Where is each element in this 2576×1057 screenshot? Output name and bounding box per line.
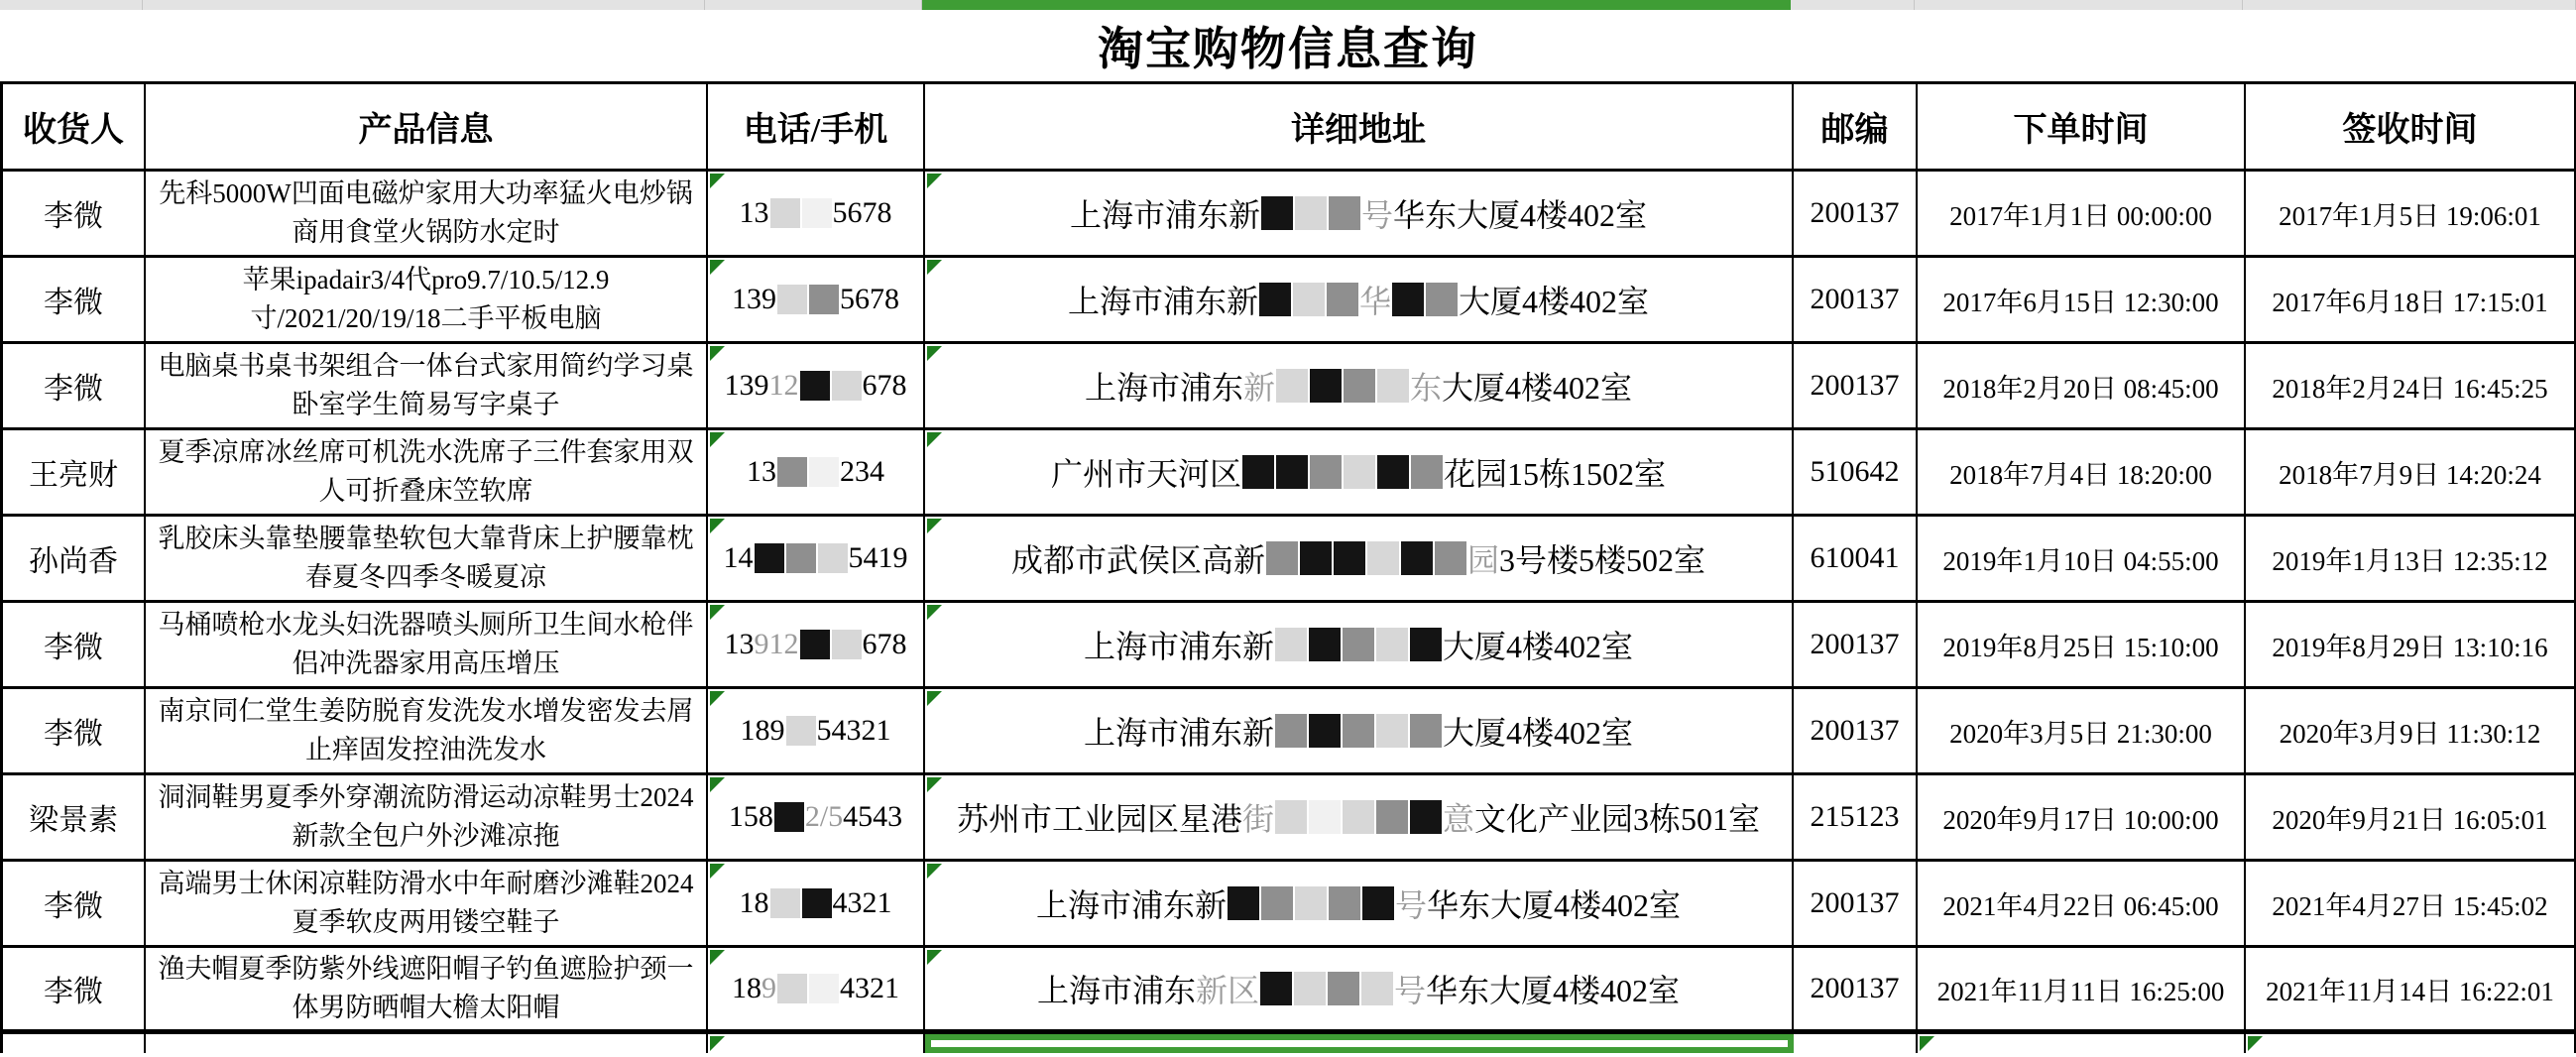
error-triangle-icon (927, 519, 942, 533)
redaction-box (1327, 283, 1358, 316)
cell-text: 18 (739, 886, 769, 919)
redaction-box (1361, 972, 1393, 1005)
table-row (3, 862, 2576, 948)
redaction-box (809, 457, 839, 487)
cell-next-product[interactable] (146, 1034, 708, 1053)
faint-text: 9 (761, 972, 776, 1004)
cell-text: 18 (732, 972, 761, 1004)
redaction-box (800, 630, 830, 659)
cell-text: 大厦4楼402室 (1443, 715, 1634, 751)
cell-zip[interactable]: 215123 (1794, 775, 1918, 859)
error-triangle-icon (927, 950, 942, 965)
redaction-box (1343, 714, 1374, 748)
redaction-box (1344, 455, 1375, 489)
error-triangle-icon (710, 432, 725, 447)
faint-text: 华 (1358, 284, 1391, 319)
cell-text: 上海市浦东新 (1035, 887, 1227, 923)
cell-order-time[interactable]: 2020年3月5日 21:30:00 (1918, 689, 2246, 772)
faint-text: 12 (768, 369, 799, 402)
cell-text: 5678 (832, 196, 892, 229)
cell-recipient[interactable]: 李微 (3, 862, 146, 945)
cell-product[interactable]: 乳胶床头靠垫腰靠垫软包大靠背床上护腰靠枕春夏冬四季冬暖夏凉 (146, 517, 708, 600)
cell-phone[interactable] (708, 862, 925, 945)
cell-address[interactable] (925, 775, 1794, 859)
faint-text: 园 (1466, 542, 1499, 578)
column-header-address[interactable]: 详细地址 (925, 84, 1794, 169)
cell-text: 139 (724, 369, 769, 402)
cell-address[interactable] (925, 172, 1794, 255)
cell-recipient[interactable]: 李微 (3, 948, 146, 1029)
redaction-box (800, 371, 830, 401)
faint-text: 号 (1394, 887, 1427, 923)
cell-sign-time[interactable]: 2017年1月5日 19:06:01 (2246, 172, 2576, 255)
redaction-box (1295, 886, 1327, 920)
redaction-box (1294, 972, 1326, 1005)
cell-text: 54321 (816, 714, 891, 747)
error-triangle-icon (927, 691, 942, 706)
cell-next-zip[interactable] (1794, 1034, 1918, 1053)
cell-product[interactable]: 洞洞鞋男夏季外穿潮流防滑运动凉鞋男士2024新款全包户外沙滩凉拖 (146, 775, 708, 859)
cell-sign-time[interactable]: 2017年6月18日 17:15:01 (2246, 258, 2576, 341)
cell-phone[interactable] (708, 517, 925, 600)
table-body (3, 172, 2576, 1034)
cell-text: 4543 (843, 800, 903, 833)
strip-segment-address (922, 0, 1791, 10)
cell-address[interactable] (925, 603, 1794, 686)
table-row (3, 258, 2576, 344)
redaction-box (777, 974, 807, 1003)
cell-zip[interactable]: 200137 (1794, 172, 1918, 255)
redaction-box (1362, 886, 1394, 920)
redaction-box (1276, 455, 1308, 489)
cell-text: 文化产业园3栋501室 (1474, 801, 1761, 837)
cell-text: 189 (740, 714, 785, 747)
cell-zip[interactable]: 200137 (1794, 689, 1918, 772)
faint-text: 街 (1241, 801, 1274, 837)
cell-text: 花园15栋1502室 (1444, 456, 1667, 492)
cell-text: 华东大厦4楼402室 (1393, 197, 1648, 233)
table-row (3, 172, 2576, 258)
cell-zip[interactable]: 200137 (1794, 344, 1918, 427)
faint-text: 意 (1443, 801, 1475, 837)
error-triangle-icon (710, 346, 725, 361)
cell-order-time[interactable]: 2018年2月20日 08:45:00 (1918, 344, 2246, 427)
redaction-box (770, 888, 800, 918)
cell-zip[interactable]: 200137 (1794, 948, 1918, 1029)
cell-sign-time[interactable]: 2018年7月9日 14:20:24 (2246, 430, 2576, 514)
table-row (3, 517, 2576, 603)
faint-text: 号 (1394, 973, 1427, 1008)
error-triangle-icon (710, 1036, 725, 1051)
cell-text: 5419 (848, 541, 908, 574)
cell-text: 234 (840, 455, 884, 488)
cell-zip[interactable]: 610041 (1794, 517, 1918, 600)
cell-text: 13 (747, 455, 776, 488)
redaction-box (777, 457, 807, 487)
cell-recipient[interactable]: 梁景素 (3, 775, 146, 859)
redaction-box (1329, 196, 1360, 230)
redaction-box (1343, 628, 1374, 661)
cell-text: 大厦4楼402室 (1443, 629, 1634, 664)
redaction-box (1260, 972, 1292, 1005)
partial-next-row (3, 1034, 2576, 1053)
cell-text: 上海市浦东新 (1067, 284, 1258, 319)
cell-phone[interactable] (708, 775, 925, 859)
cell-text: 苏州市工业园区星港 (956, 801, 1242, 837)
cell-text: 678 (862, 628, 907, 660)
error-triangle-icon (927, 432, 942, 447)
redaction-box (1411, 455, 1443, 489)
error-triangle-icon (710, 950, 725, 965)
cell-address[interactable] (925, 948, 1794, 1029)
table-row (3, 775, 2576, 862)
strip-segment-sign_time (2243, 0, 2576, 10)
cell-text: 5678 (840, 283, 899, 315)
redaction-box (1310, 369, 1342, 403)
cell-zip[interactable]: 200137 (1794, 258, 1918, 341)
cell-sign-time[interactable]: 2021年11月14日 16:22:01 (2246, 948, 2576, 1029)
redaction-box (802, 198, 832, 228)
cell-phone[interactable] (708, 172, 925, 255)
cell-next-sign_time[interactable] (2246, 1034, 2576, 1053)
cell-zip[interactable]: 510642 (1794, 430, 1918, 514)
redaction-box (809, 285, 839, 314)
error-triangle-icon (710, 519, 725, 533)
cell-sign-time[interactable]: 2019年8月29日 13:10:16 (2246, 603, 2576, 686)
cell-text: 上海市浦东新 (1083, 629, 1274, 664)
cell-sign-time[interactable]: 2018年2月24日 16:45:25 (2246, 344, 2576, 427)
redaction-box (1334, 541, 1365, 575)
redaction-box (1275, 628, 1307, 661)
cell-text: 3号楼5楼502室 (1499, 542, 1706, 578)
table-row (3, 430, 2576, 517)
table-row (3, 689, 2576, 775)
cell-text: 上海市浦东 (1084, 370, 1243, 406)
cell-address[interactable] (925, 344, 1794, 427)
redaction-box (818, 543, 848, 573)
error-triangle-icon (927, 260, 942, 275)
cell-text: 13 (724, 628, 755, 660)
cell-product[interactable]: 南京同仁堂生姜防脱育发洗发水增发密发去屑止痒固发控油洗发水 (146, 689, 708, 772)
cell-text: 13 (739, 196, 769, 229)
cell-text: 大厦4楼402室 (1442, 370, 1633, 406)
error-triangle-icon (927, 605, 942, 620)
cell-next-phone[interactable] (708, 1034, 925, 1053)
cell-product[interactable]: 先科5000W凹面电磁炉家用大功率猛火电炒锅商用食堂火锅防水定时 (146, 172, 708, 255)
redaction-box (1376, 714, 1408, 748)
redaction-box (1276, 369, 1308, 403)
table-row (3, 948, 2576, 1034)
strip-segment-order_time (1915, 0, 2243, 10)
cell-phone[interactable] (708, 948, 925, 1029)
redaction-box (1310, 455, 1342, 489)
error-triangle-icon (927, 777, 942, 792)
cell-text: 华东大厦4楼402室 (1427, 887, 1682, 923)
table-row (3, 344, 2576, 430)
redaction-box (832, 371, 862, 401)
redaction-box (1242, 455, 1274, 489)
cell-order-time[interactable]: 2018年7月4日 18:20:00 (1918, 430, 2246, 514)
cell-order-time[interactable]: 2019年1月10日 04:55:00 (1918, 517, 2246, 600)
table-row (3, 603, 2576, 689)
cell-text: 上海市浦东新 (1069, 197, 1260, 233)
redaction-box (1328, 972, 1359, 1005)
column-header-product[interactable]: 产品信息 (146, 84, 708, 169)
table-header-row (3, 84, 2576, 172)
redaction-box (1266, 541, 1298, 575)
cell-phone[interactable] (708, 344, 925, 427)
cell-recipient[interactable]: 李微 (3, 172, 146, 255)
error-triangle-icon (927, 346, 942, 361)
cell-phone[interactable] (708, 430, 925, 514)
column-header-zip[interactable]: 邮编 (1794, 84, 1918, 169)
cell-order-time[interactable]: 2020年9月17日 10:00:00 (1918, 775, 2246, 859)
redaction-box (770, 198, 800, 228)
clipped-row-above (0, 0, 2576, 10)
redaction-box (1426, 283, 1458, 316)
page-title: 淘宝购物信息查询 (1098, 24, 1478, 74)
redaction-box (1401, 541, 1433, 575)
redaction-box (1410, 714, 1442, 748)
cell-text: 4321 (832, 886, 892, 919)
cell-order-time[interactable]: 2017年1月1日 00:00:00 (1918, 172, 2246, 255)
faint-text: 新区 (1195, 973, 1259, 1008)
cell-product[interactable]: 夏季凉席冰丝席可机洗水洗席子三件套家用双人可折叠床笠软席 (146, 430, 708, 514)
redaction-box (786, 716, 816, 746)
redaction-box (1261, 196, 1293, 230)
redaction-box (1309, 714, 1341, 748)
cell-text: 华东大厦4楼402室 (1426, 973, 1681, 1008)
redaction-box (1300, 541, 1332, 575)
cell-product[interactable]: 高端男士休闲凉鞋防滑水中年耐磨沙滩鞋2024夏季软皮两用镂空鞋子 (146, 862, 708, 945)
strip-segment-product (143, 0, 705, 10)
title-bar (0, 10, 2576, 81)
error-triangle-icon (710, 777, 725, 792)
cell-text: 14 (723, 541, 754, 574)
column-header-sign-time[interactable]: 签收时间 (2246, 84, 2576, 169)
redaction-box (802, 888, 832, 918)
redaction-box (832, 630, 862, 659)
cell-text: 139 (732, 283, 776, 315)
redaction-box (1329, 886, 1360, 920)
redaction-box (786, 543, 816, 573)
redaction-box (1376, 800, 1408, 834)
cell-text: 158 (728, 800, 773, 833)
cell-product[interactable]: 渔夫帽夏季防紫外线遮阳帽子钓鱼遮脸护颈一体男防晒帽大檐太阳帽 (146, 948, 708, 1029)
column-header-order-time[interactable]: 下单时间 (1918, 84, 2246, 169)
error-triangle-icon (710, 864, 725, 879)
cell-text: 678 (862, 369, 907, 402)
cell-text: 4321 (840, 972, 899, 1004)
cell-recipient[interactable]: 李微 (3, 689, 146, 772)
redaction-box (1259, 283, 1291, 316)
error-triangle-icon (710, 260, 725, 275)
cell-product[interactable]: 马桶喷枪水龙头妇洗器喷头厕所卫生间水枪伴侣冲洗器家用高压增压 (146, 603, 708, 686)
redaction-box (1377, 455, 1409, 489)
error-triangle-icon (2248, 1036, 2263, 1051)
redaction-box (774, 802, 804, 832)
redaction-box (1228, 886, 1259, 920)
column-header-phone[interactable]: 电话/手机 (708, 84, 925, 169)
error-triangle-icon (927, 864, 942, 879)
redaction-box (1392, 283, 1424, 316)
strip-segment-zip (1791, 0, 1915, 10)
faint-text: 号 (1360, 197, 1393, 233)
error-triangle-icon (710, 605, 725, 620)
redaction-box (1410, 628, 1442, 661)
redaction-box (1367, 541, 1399, 575)
cell-next-order_time[interactable] (1918, 1034, 2246, 1053)
cell-phone[interactable] (708, 689, 925, 772)
redaction-box (777, 285, 807, 314)
cell-sign-time[interactable]: 2020年9月21日 16:05:01 (2246, 775, 2576, 859)
cell-next-recipient[interactable] (3, 1034, 146, 1053)
faint-text: 912 (754, 628, 799, 660)
cell-zip[interactable]: 200137 (1794, 862, 1918, 945)
cell-text: 上海市浦东 (1036, 973, 1196, 1008)
strip-segment-recipient (0, 0, 143, 10)
cell-sign-time[interactable]: 2020年3月9日 11:30:12 (2246, 689, 2576, 772)
cell-sign-time[interactable]: 2021年4月27日 15:45:02 (2246, 862, 2576, 945)
redaction-box (1295, 196, 1327, 230)
cell-address[interactable] (925, 258, 1794, 341)
redaction-box (1293, 283, 1325, 316)
redaction-box (1309, 628, 1341, 661)
error-triangle-icon (710, 174, 725, 188)
faint-text: 新 (1242, 370, 1275, 406)
faint-text: 2/5 (804, 800, 844, 833)
cell-sign-time[interactable]: 2019年1月13日 12:35:12 (2246, 517, 2576, 600)
cell-zip[interactable]: 200137 (1794, 603, 1918, 686)
redaction-box (1410, 800, 1442, 834)
error-triangle-icon (927, 174, 942, 188)
redaction-box (1376, 628, 1408, 661)
redaction-box (1435, 541, 1466, 575)
cell-recipient[interactable]: 孙尚香 (3, 517, 146, 600)
cell-text: 广州市天河区 (1050, 456, 1241, 492)
cell-text: 大厦4楼402室 (1459, 284, 1650, 319)
cell-address[interactable] (925, 430, 1794, 514)
cell-address[interactable] (925, 689, 1794, 772)
cell-address[interactable] (925, 517, 1794, 600)
cell-product[interactable]: 苹果ipadair3/4代pro9.7/10.5/12.9寸/2021/20/19/18二手平板电脑 (146, 258, 708, 341)
strip-segment-phone (705, 0, 922, 10)
redaction-box (1261, 886, 1293, 920)
cell-phone[interactable] (708, 258, 925, 341)
cell-order-time[interactable]: 2017年6月15日 12:30:00 (1918, 258, 2246, 341)
redaction-box (809, 974, 839, 1003)
redaction-box (755, 543, 784, 573)
error-triangle-icon (1920, 1036, 1934, 1051)
cell-order-time[interactable]: 2021年4月22日 06:45:00 (1918, 862, 2246, 945)
error-triangle-icon (710, 691, 725, 706)
column-header-recipient[interactable]: 收货人 (3, 84, 146, 169)
cell-recipient[interactable]: 李微 (3, 258, 146, 341)
redaction-box (1344, 369, 1375, 403)
cell-next-address[interactable] (925, 1034, 1794, 1053)
orders-table (0, 81, 2576, 1053)
cell-order-time[interactable]: 2021年11月11日 16:25:00 (1918, 948, 2246, 1029)
cell-text: 成都市武侯区高新 (1010, 542, 1265, 578)
redaction-box (1377, 369, 1409, 403)
cell-phone[interactable] (708, 603, 925, 686)
redaction-box (1275, 800, 1307, 834)
redaction-box (1343, 800, 1374, 834)
cell-recipient[interactable]: 王亮财 (3, 430, 146, 514)
redaction-box (1309, 800, 1341, 834)
cell-product[interactable]: 电脑桌书桌书架组合一体台式家用简约学习桌卧室学生简易写字桌子 (146, 344, 708, 427)
cell-recipient[interactable]: 李微 (3, 344, 146, 427)
cell-order-time[interactable]: 2019年8月25日 15:10:00 (1918, 603, 2246, 686)
cell-text: 上海市浦东新 (1083, 715, 1274, 751)
cell-address[interactable] (925, 862, 1794, 945)
redaction-box (1275, 714, 1307, 748)
faint-text: 东 (1410, 370, 1443, 406)
cell-recipient[interactable]: 李微 (3, 603, 146, 686)
